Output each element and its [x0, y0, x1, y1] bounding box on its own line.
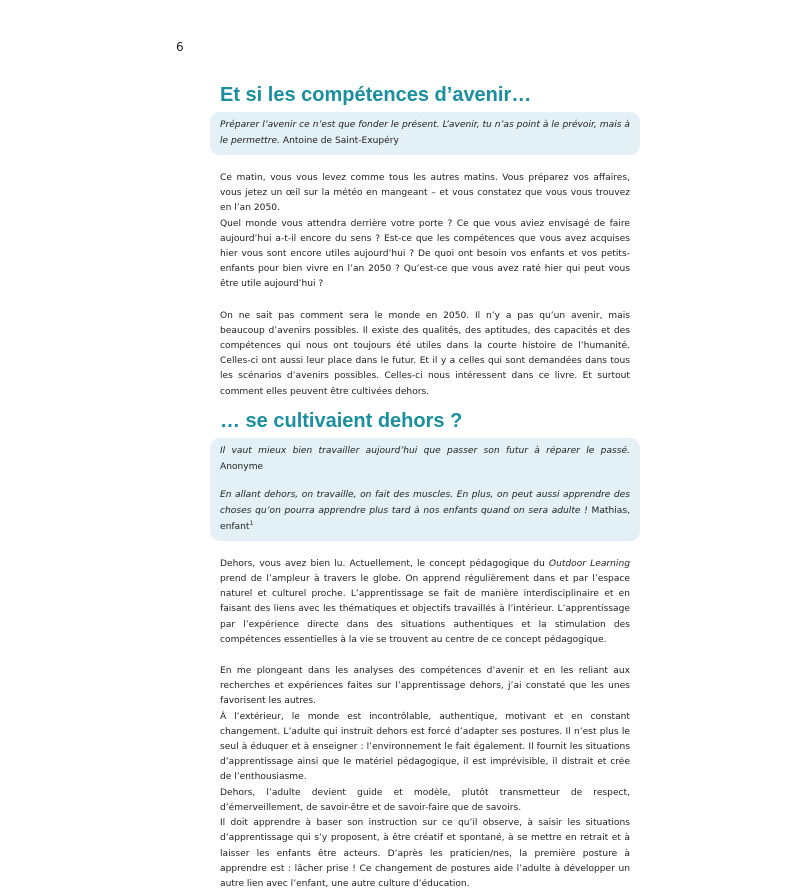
section-title-dehors: … se cultivaient dehors ?: [220, 409, 463, 432]
paragraph-text: prend de l’ampleur à travers le globe. On apprend régulièrement dans et par l’espace naturel et culturel proche. L’apprentissage se fait de manière interdisciplinaire et en faisant des liens avec les thématiques et objectifs travaillés à l’intérieur. L’apprentissage par l’expérience directe dans des situations authentiques et la stimulation des compétences essentielles à la vie se trouvent au centre de ce concept pédagogique.: [220, 574, 630, 645]
paragraph-block-postures: [220, 664, 630, 892]
paragraph: [220, 557, 630, 648]
paragraph: Dehors, l’adulte devient guide et modèle, plutôt transmetteur de respect, d’émerveillement, de savoir-être et de savoir-faire que de savoirs.: [220, 787, 630, 813]
quote-author: Mathias, enfant: [220, 505, 630, 532]
quote-mathias: [220, 487, 630, 535]
paragraph-block-outdoor-learning: [220, 557, 630, 648]
paragraph-text: Dehors, vous avez bien lu. Actuellement, le concept pédagogique du: [220, 558, 549, 569]
quote-author: Anonyme: [220, 461, 264, 472]
footnote-marker: 1: [249, 519, 254, 527]
quote-text: Il vaut mieux bien travailler aujourd’hui que passer son futur à réparer le passé.: [220, 445, 630, 456]
page-content: [220, 82, 630, 892]
quote-saint-exupery: [220, 117, 630, 149]
section-title-competences: Et si les compétences d’avenir…: [220, 84, 532, 106]
paragraph: Quel monde vous attendra derrière votre porte ? Ce que vous aviez envisagé de faire aujourd’hui a-t-il encore du sens ? Est-ce que les compétences que vous avez acquises hier vous sont encore utiles aujourd’hui ? De quoi ont besoin vos enfants et vos petits-enfants pour bien vivre en l’an 2050 ? Qu’est-ce que vous avez raté hier qui peut vous être utile aujourd’hui ?: [220, 218, 630, 290]
paragraph: Il doit apprendre à baser son instruction sur ce qu’il observe, à saisir les situations d’apprentissage qui s’y proposent, à être créatif et spontané, à se mettre en retrait et à laisser les enfants être acteurs. D’après les praticien/nes, la première posture à apprendre est : lâcher prise ! Ce changement de postures aide l’adulte à développer un autre lien avec l’enfant, une autre culture d’éducation.: [220, 818, 630, 889]
paragraph-block-avenirs: [220, 309, 630, 400]
paragraph: À l’extérieur, le monde est incontrôlable, authentique, motivant et en constant changement. L’adulte qui instruit dehors est forcé d’adapter ses postures. Il n’est plus le seul à éduquer et à enseigner : l’environnement le fait également. Il fournit les situations d’apprentissage ainsi que le matériel pédagogique, il est imprévisible, il distrait et crée de l’enthousiasme.: [220, 711, 630, 783]
quote-text: Préparer l’avenir ce n’est que fonder le présent. L’avenir, tu n’as point à le prévoir, mais à le permettre.: [220, 120, 630, 146]
emphasis-outdoor-learning: Outdoor Learning: [548, 558, 630, 569]
quote-author: Antoine de Saint-Exupéry: [282, 136, 399, 146]
paragraph-block-2050: [220, 171, 630, 293]
quote-box-saint-exupery: [210, 112, 640, 155]
paragraph: Ce matin, vous vous levez comme tous les autres matins. Vous préparez vos affaires, vous jetez un œil sur la météo en mangeant – et vous constatez que vous vous trouvez en l’an 2050.: [220, 173, 630, 214]
paragraph: On ne sait pas comment sera le monde en 2050. Il n’y a pas qu’un avenir, mais beaucoup d’avenirs possibles. Il existe des qualités, des aptitudes, des capacités et des compétences qui nous ont toujours été utiles dans la courte histoire de l’humanité. Celles-ci ont aussi leur place dans le futur. Et il y a celles qui sont demandées dans tous les scénarios d’avenirs possibles. Celles-ci nous intéressent dans ce livre. Et surtout comment elles peuvent être cultivées dehors.: [220, 310, 630, 397]
page-number: 6: [176, 40, 184, 54]
paragraph: En me plongeant dans les analyses des compétences d’avenir et en les reliant aux recherches et expériences faites sur l’apprentissage dehors, j’ai constaté que les unes favorisent les autres.: [220, 666, 630, 707]
quote-anonyme: [220, 443, 630, 475]
quote-text: En allant dehors, on travaille, on fait des muscles. En plus, on peut aussi apprendre des choses qu’on pourra apprendre plus tard à nos enfants quand on sera adulte !: [220, 489, 630, 516]
quote-box-dehors: [210, 438, 640, 541]
